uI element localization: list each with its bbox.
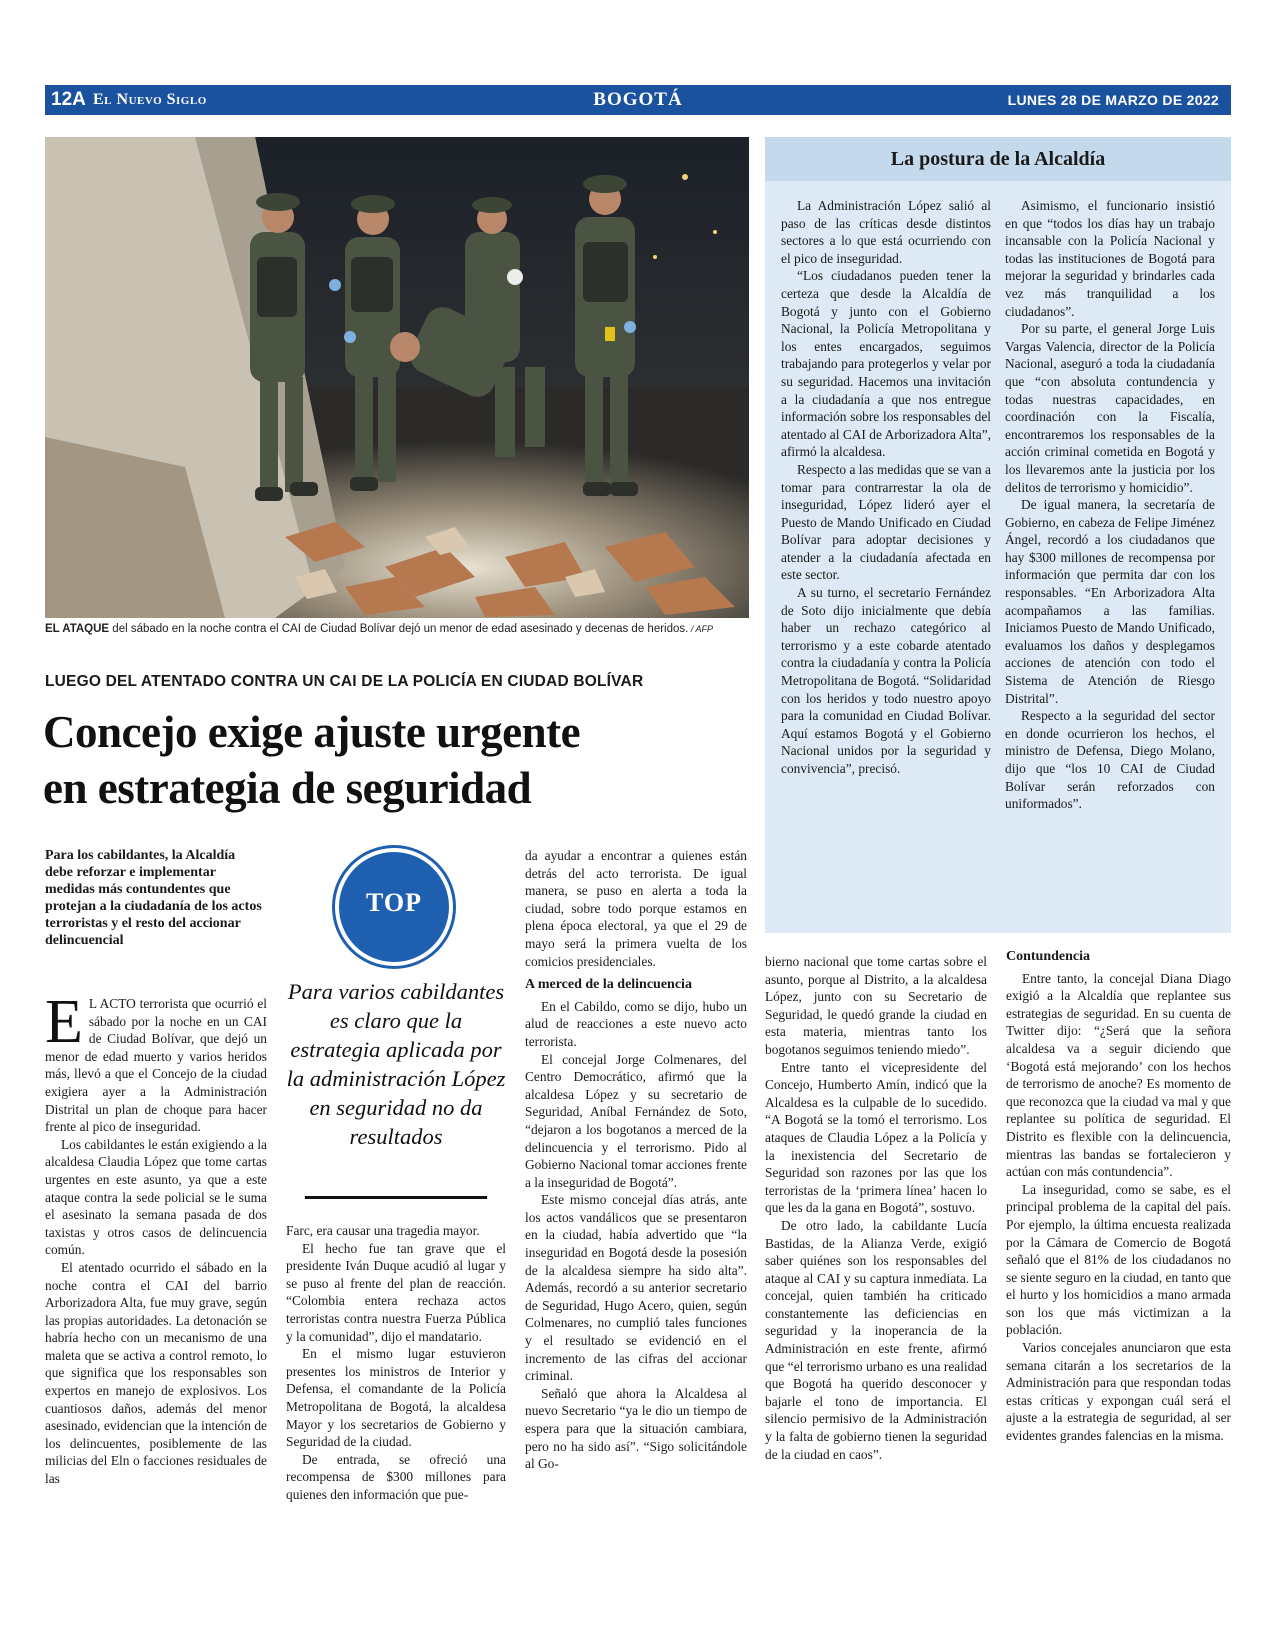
- body-paragraph: En el mismo lugar estuvieron presentes los ministros de Interior y Defensa, el comandante de la Policía Metropolitana de Bogotá, la alcaldesa Mayor y los secretarios de Gobierno y Seguridad de la ciudad.: [286, 1346, 506, 1450]
- body-paragraph: Entre tanto el vicepresidente del Concejo, Humberto Amín, indicó que la Alcaldesa es la culpable de lo sucedido. “A Bogotá se la tomó el terrorismo. Los ataques de Claudia López a la Policía y la inexistencia del Secretario de Seguridad son razones por las que los terroristas de la ‘primera línea’ hacen lo que les da la gana en Bogotá”, sostuvo.: [765, 1059, 987, 1216]
- issue-date: LUNES 28 DE MARZO DE 2022: [1007, 92, 1219, 108]
- caption-text: del sábado en la noche contra el CAI de Ciudad Bolívar dejó un menor de edad asesinado y decenas de heridos.: [109, 623, 689, 635]
- body-paragraph: Asimismo, el funcionario insistió en que “todos los días hay un trabajo incansable con la Policía Nacional y todas las instituciones de Bogotá para mejorar la seguridad y brindarles cada vez más tranquilidad a los ciudadanos”.: [1005, 198, 1215, 319]
- body-paragraph: Señaló que ahora la Alcaldesa al nuevo Secretario “ya le dio un tiempo de espera para que la situación cambiara, pero no ha sido así”. “Sigo solicitándole al Go-: [525, 1385, 747, 1472]
- headline-line-1: Concejo exige ajuste urgente: [43, 707, 581, 757]
- body-paragraph: Respecto a las medidas que se van a tomar para contrarrestar la ola de inseguridad, López lideró ayer el Puesto de Mando Unificado en Ciudad Bolívar para adoptar decisiones y atender a la ciudadanía afectada en este sector.: [781, 461, 991, 583]
- body-paragraph: De entrada, se ofreció una recompensa de $300 millones para quienes den información que pue-: [286, 1451, 506, 1502]
- newspaper-name: El Nuevo Siglo: [93, 91, 207, 108]
- body-paragraph: A su turno, el secretario Fernández de Soto dijo inicialmente que debía haber un rechazo categórico al terrorismo y a este cobarde atentado contra la ciudadanía y contra la Policía Metropolitana de Bogotá. “Solidaridad con los heridos y todo nuestro apoyo para la comunidad en Ciudad Bolívar. Aquí estamos Bogotá y el Gobierno Nacional unidos por la seguridad y convivencia”, precisó.: [781, 585, 991, 776]
- body-paragraph: De otro lado, la cabildante Lucía Bastidas, de la Alianza Verde, exigió saber quiénes son los responsables del ataque al CAI y su captura inmediata. La concejal, quien también ha criticado constantemente las deficiencias en seguridad y la inoperancia de la Administración en este frente, afirmó que “el terrorismo urbano es una realidad que Bogotá ha querido desconocer y bajarle el tono de importancia. El silencio permisivo de la Administración y la falta de gobierno tienen la seguridad de la ciudad en caos”.: [765, 1217, 987, 1462]
- body-paragraph: “Los ciudadanos pueden tener la certeza que desde la Alcaldía de Bogotá y junto con el Gobierno Nacional, la Policía Metropolitana y los entes encargados, seguimos trabajando para protegerlos y velar por su seguridad. Hacemos una invitación a la ciudadanía a que nos entregue información sobre los responsables del atentado al CAI de Arborizadora Alta”, afirmó la alcaldesa.: [781, 268, 991, 460]
- drop-cap: E: [45, 988, 83, 1056]
- body-paragraph: da ayudar a encontrar a quienes están detrás del acto terrorista. De igual manera, se puso en alerta a toda la ciudad, sobre todo porque estamos en plena época electoral, ya que el 29 de mayo será la primera vuelta de los comicios presidenciales.: [525, 848, 747, 969]
- sidebar-header: [765, 137, 1231, 181]
- body-paragraph: Los cabildantes le están exigiendo a la alcaldesa Claudia López que tome cartas urgentes en este asunto, ya que a este ataque contra la sede policial se le suma el asesinato la semana pasada de dos taxistas y otros casos de delincuencia común.: [45, 1136, 267, 1258]
- pull-quote-rule: [305, 1196, 487, 1199]
- subhead: Contundencia: [1006, 949, 1091, 964]
- article-headline: [43, 704, 763, 816]
- body-paragraph: La Administración López salió al paso de las críticas desde distintos sectores a lo que está ocurriendo con el pico de inseguridad.: [781, 198, 991, 266]
- paragraph-text: L ACTO terrorista que ocurrió el sábado por la noche en un CAI de Ciudad Bolívar, que dejó un menor de edad muerto y varios heridos más, llevó a que el Concejo de la ciudad exigiera ayer a la Administración Distrital un plan de choque para hacer frente al pico de inseguridad.: [45, 996, 267, 1135]
- body-paragraph: Farc, era causar una tragedia mayor.: [286, 1223, 480, 1238]
- article-column-3: [525, 847, 747, 1473]
- caption-lead: EL ATAQUE: [45, 623, 110, 635]
- article-column-5: [1006, 948, 1231, 1445]
- body-paragraph: Por su parte, el general Jorge Luis Vargas Valencia, director de la Policía Nacional, aseguró a toda la ciudadanía que “con absoluta contundencia y todas nuestras capacidades, en coordinación con la Fiscalía, encontraremos los responsables de la acción criminal cometida en Bogotá y los llevaremos ante la justicia por los delitos de terrorismo y homicidio”.: [1005, 321, 1215, 495]
- article-column-4: [765, 953, 987, 1463]
- body-paragraph: Varios concejales anunciaron que esta semana citarán a los secretarios de la Administración para que respondan todas estas críticas y expongan cuál será el ajuste a la estrategia de seguridad, al ser evidentes grandes falencias en la misma.: [1006, 1340, 1231, 1444]
- caption-credit: / AFP: [688, 624, 714, 634]
- police-officers-photo: [45, 137, 749, 618]
- body-paragraph: La inseguridad, como se sabe, es el principal problema de la capital del país. Por ejemplo, la última encuesta realizada por la Cámara de Comercio de Bogotá señaló que el 81% de los ciudadanos no se siente seguro en la ciudad, en tanto que el hurto y los homicidios a mano armada son los que más victimizan a la población.: [1006, 1181, 1231, 1338]
- page-number: 12A: [51, 89, 86, 110]
- sidebar-column-right: [1005, 197, 1215, 813]
- body-paragraph: El hecho fue tan grave que el presidente Iván Duque acudió al lugar y se puso al frente del plan de reacción. “Colombia entera rechaza actos terroristas contra nuestra Fuerza Pública y la comunidad”, dijo el mandatario.: [286, 1240, 506, 1344]
- body-paragraph: Este mismo concejal días atrás, ante los actos vandálicos que se presentaron en la ciudad, había advertido que “la inseguridad en Bogotá desde la posesión de la alcaldesa siempre ha sido alta”. Además, recordó a su anterior secretario de Seguridad, Hugo Acero, quien, según Colmenares, no cumplió tales funciones y el resultado se evidenció en el incremento de las cifras del accionar criminal.: [525, 1192, 747, 1384]
- body-paragraph: De igual manera, la secretaría de Gobierno, en cabeza de Felipe Jiménez Ángel, recordó a los ciudadanos que hay $300 millones de recompensa por información que permita dar con los responsables. “En Arborizadora Alta acompañamos a las familias. Iniciamos Puesto de Mando Unificado, evaluamos los daños y desplegamos acciones de atención con todo el Sistema de Atención de Riesgo Distrital”.: [1005, 497, 1215, 706]
- top-badge-label: TOP: [366, 888, 422, 917]
- body-paragraph: bierno nacional que tome cartas sobre el asunto, porque al Distrito, a la alcaldesa López, junto con su Secretario de Seguridad, le quedó grande la ciudad en esta materia, mientras tanto los bogotanos seguimos teniendo miedo”.: [765, 954, 987, 1057]
- top-badge: [335, 848, 453, 966]
- body-paragraph: Respecto a la seguridad del sector en donde ocurrieron los hechos, el ministro de Defensa, Diego Molano, dijo que “los 10 CAI de Ciudad Bolívar serán reforzados con uniformados”.: [1005, 708, 1215, 812]
- body-paragraph: En el Cabildo, como se dijo, hubo un alud de reacciones a este nuevo acto terrorista.: [525, 998, 747, 1049]
- section-name: BOGOTÁ: [593, 89, 683, 110]
- headline-line-2: en estrategia de seguridad: [43, 763, 532, 813]
- article-deck: Para los cabildantes, la Alcaldía debe reforzar e implementar medidas más contundentes que protejan a la ciudadanía de los actos terroristas y el resto del accionar delincuencial: [45, 848, 262, 948]
- article-column-1: [45, 988, 267, 1488]
- subhead: A merced de la delincuencia: [525, 977, 692, 993]
- sidebar-box: [765, 137, 1231, 933]
- photo-caption: [45, 621, 745, 637]
- page-header-bar: [45, 85, 1231, 115]
- pull-quote: Para varios cabildantes es claro que la estrategia aplicada por la administración López en seguridad no da resultados: [286, 979, 506, 1149]
- body-paragraph: El atentado ocurrido el sábado en la noche contra el CAI del barrio Arborizadora Alta, fue muy grave, según las propias autoridades. La detonación se habría hecho con un mecanismo de una maleta que se activa a control remoto, lo que significa que los responsables son expertos en manejo de explosivos. Los cuantiosos daños, además del menor asesinado, evidencian que la intención de los delincuentes, posiblemente de las milicias del Eln o facciones residuales de las: [45, 1259, 267, 1487]
- sidebar-title: La postura de la Alcaldía: [890, 148, 1106, 170]
- article-column-2: [286, 1222, 506, 1504]
- body-paragraph: El concejal Jorge Colmenares, del Centro Democrático, afirmó que la alcaldesa López y su secretario de Seguridad, Aníbal Fernández de Soto, “dejaron a los bogotanos a merced de la delincuencia y el terrorismo. Pido al Gobierno Nacional tomar acciones frente a la inseguridad de Bogotá”.: [525, 1051, 747, 1190]
- article-kicker: LUEGO DEL ATENTADO CONTRA UN CAI DE LA POLICÍA EN CIUDAD BOLÍVAR: [45, 673, 644, 690]
- sidebar-column-left: [781, 197, 991, 778]
- body-paragraph: Entre tanto, la concejal Diana Diago exigió a la Alcaldía que replantee sus estrategias de seguridad. En su cuenta de Twitter dijo: “¿Será que la señora alcaldesa va a seguir diciendo que ‘Bogotá está mejorando’ con los hechos de terrorismo de anoche? Es momento de que reconozca que la ciudad va mal y que replantee su política de seguridad. El Distrito es flexible con la delincuencia, mientras las bandas se fortalecieron y actúan con más contundencia”.: [1006, 970, 1231, 1180]
- body-paragraph: [45, 988, 267, 1136]
